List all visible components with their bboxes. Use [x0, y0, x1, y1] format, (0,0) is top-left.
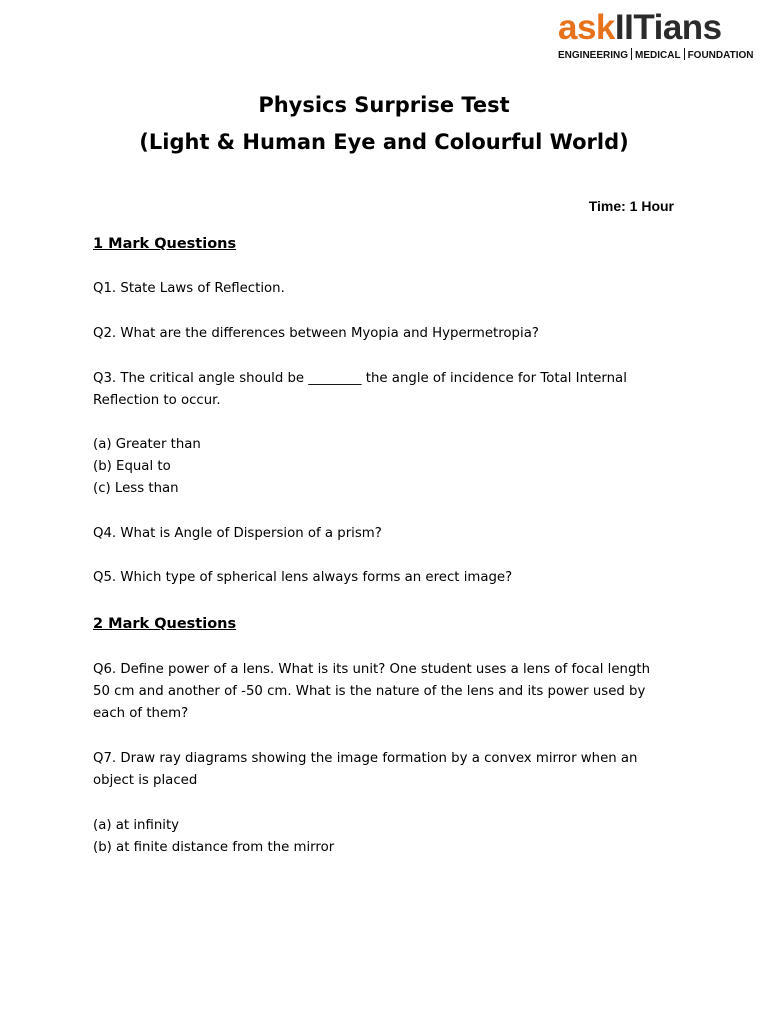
question-3-line-1: Q3. The critical angle should be ________ the angle of incidence for Total Internal — [93, 371, 627, 386]
question-6 — [93, 659, 683, 725]
tagline-divider — [684, 48, 685, 60]
section-heading-2-mark: 2 Mark Questions — [93, 616, 237, 632]
question-7-line-2: object is placed — [93, 773, 198, 788]
tagline-foundation: FOUNDATION — [687, 50, 754, 61]
question-3-line-2: Reflection to occur. — [93, 393, 221, 408]
question-4: Q4. What is Angle of Dispersion of a prism? — [93, 526, 382, 541]
question-6-line-3: each of them? — [93, 706, 189, 721]
question-1: Q1. State Laws of Reflection. — [93, 281, 285, 296]
question-3 — [93, 368, 683, 412]
option-c: (c) Less than — [93, 481, 179, 496]
option-a: (a) at infinity — [93, 818, 180, 833]
question-7-line-1: Q7. Draw ray diagrams showing the image formation by a convex mirror when an — [93, 751, 638, 766]
option-b: (b) Equal to — [93, 459, 171, 474]
tagline-engineering: ENGINEERING — [558, 50, 629, 61]
question-2: Q2. What are the differences between Myopia and Hypermetropia? — [93, 326, 539, 341]
question-6-line-2: 50 cm and another of -50 cm. What is the nature of the lens and its power used by — [93, 684, 646, 699]
question-5: Q5. Which type of spherical lens always forms an erect image? — [93, 570, 513, 585]
document-title: Physics Surprise Test — [258, 93, 510, 117]
question-6-line-1: Q6. Define power of a lens. What is its unit? One student uses a lens of focal length — [93, 662, 651, 677]
question-7 — [93, 748, 683, 792]
time-limit: Time: 1 Hour — [588, 198, 674, 214]
question-7-options — [93, 815, 683, 859]
section-heading-1-mark: 1 Mark Questions — [93, 236, 237, 252]
logo-wordmark — [558, 8, 722, 48]
tagline-medical: MEDICAL — [635, 50, 681, 61]
tagline-divider — [631, 48, 632, 60]
logo-ask-text: ask — [558, 8, 615, 47]
logo-tagline — [558, 48, 754, 62]
askiitians-logo — [558, 8, 758, 64]
option-b: (b) at finite distance from the mirror — [93, 840, 335, 855]
document-subtitle: (Light & Human Eye and Colourful World) — [139, 130, 629, 154]
logo-iitians-text: IITians — [614, 8, 722, 47]
question-3-options — [93, 434, 683, 500]
option-a: (a) Greater than — [93, 437, 201, 452]
